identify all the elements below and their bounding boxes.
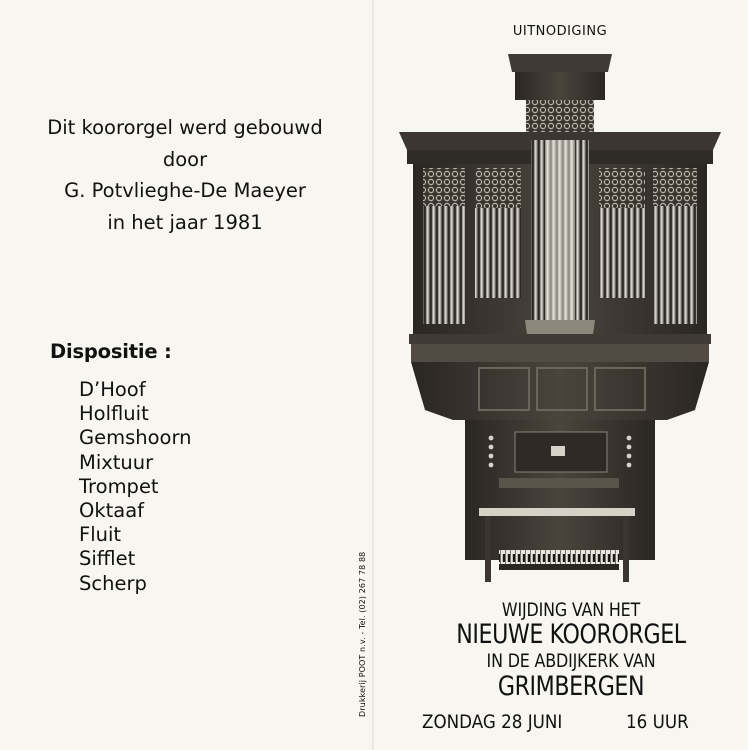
title-line-2: NIEUWE KOORORGEL: [456, 619, 686, 650]
organ-builder-info: [20, 112, 350, 238]
event-date: ZONDAG 28 JUNI: [422, 711, 563, 733]
stop-item: Sifflet: [79, 547, 136, 571]
stop-item: Oktaaf: [79, 499, 145, 523]
stop-item: Gemshoorn: [79, 426, 192, 450]
intro-line: in het jaar 1981: [107, 210, 263, 234]
organ-photo: [395, 50, 725, 585]
event-time: 16 UUR: [626, 711, 689, 733]
title-line-3: IN DE ABDIJKERK VAN: [486, 651, 656, 672]
invitation-header: UITNODIGING: [512, 24, 608, 39]
stop-list: [79, 378, 192, 596]
stop-item: Scherp: [79, 571, 147, 595]
stop-item: Fluit: [79, 523, 122, 547]
printer-note: Drukkerij POOT n.v. - Tel. (02) 267 78 88: [358, 551, 367, 717]
stop-item: D’Hoof: [79, 378, 146, 401]
intro-line: Dit koororgel werd gebouwd: [47, 116, 323, 139]
intro-line: door: [162, 147, 208, 171]
card-fold: [372, 0, 374, 750]
stop-item: Holfluit: [79, 402, 149, 426]
stop-item: Trompet: [79, 474, 159, 498]
title-line-1: WIJDING VAN HET: [501, 600, 641, 621]
intro-line: G. Potvlieghe-De Maeyer: [64, 179, 306, 202]
stop-item: Mixtuur: [79, 450, 154, 474]
disposition-title: Dispositie :: [50, 340, 172, 363]
choir-organ-illustration: [395, 50, 725, 585]
title-line-4: GRIMBERGEN: [497, 671, 645, 702]
